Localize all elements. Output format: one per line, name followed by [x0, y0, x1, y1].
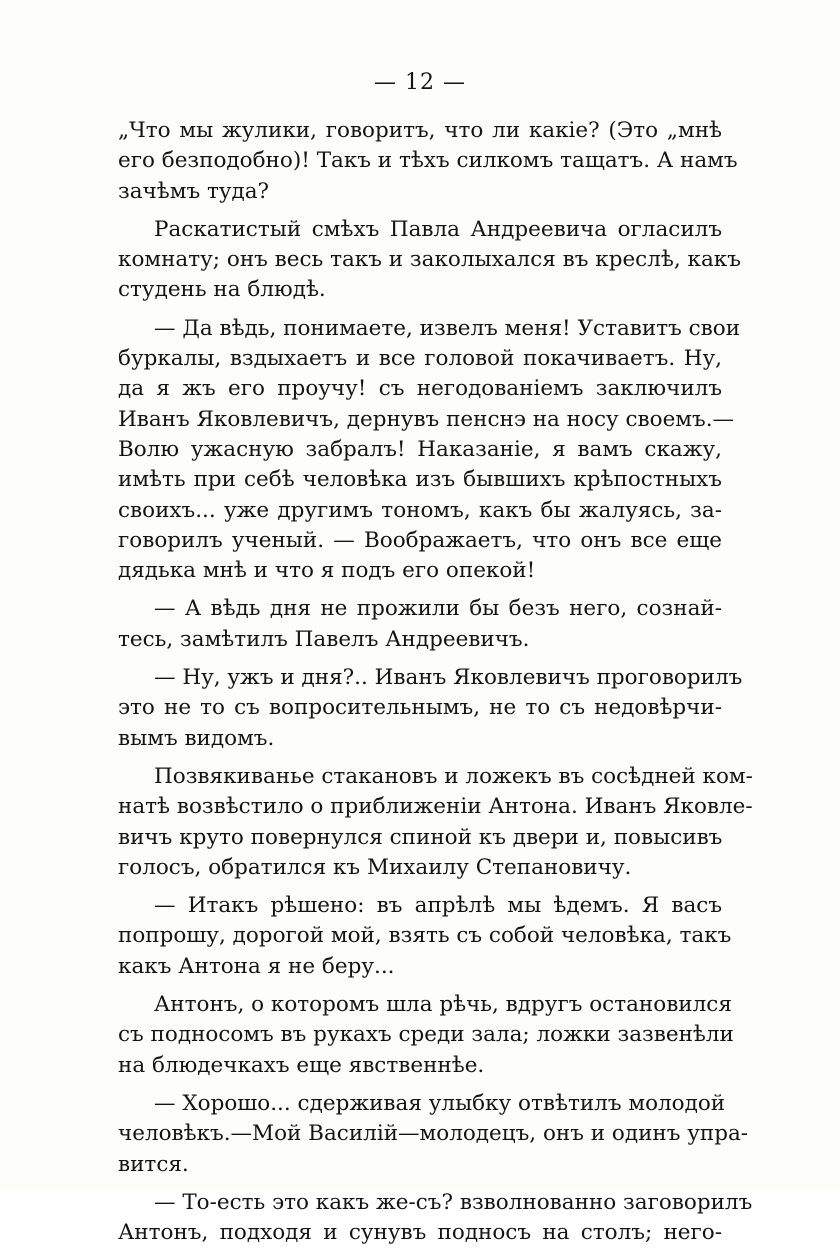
paragraph — [118, 116, 738, 207]
text-line: Волю ужасную забралъ! Наказаніе, я вамъ скажу, — [118, 436, 722, 462]
text-line: буркалы, вздыхаетъ и все головой покачиваетъ. Ну, — [118, 346, 722, 372]
text-line: — Ну, ужъ и дня?.. Иванъ Яковлевичъ проговорилъ — [154, 665, 743, 691]
text-line: говорилъ ученый. — Воображаетъ, что онъ все еще — [118, 527, 722, 553]
text-line: Антонъ, подходя и сунувъ подносъ на столъ; него- — [118, 1220, 722, 1246]
text-line: — Да вѣдь, понимаете, извелъ меня! Уставитъ свои — [154, 315, 741, 341]
text-line: попрошу, дорогой мой, взять съ собой человѣка, такъ — [118, 923, 732, 949]
text-line: — То-есть это какъ же-съ? взволнованно заговорилъ — [154, 1189, 753, 1215]
text-line: „Что мы жулики, говоритъ, что ли какіе? (Это „мнѣ — [118, 118, 722, 143]
paragraph — [118, 762, 753, 883]
paragraph — [118, 1089, 749, 1180]
paragraph — [118, 990, 734, 1081]
text-line: комнату; онъ весь такъ и заколыхался въ креслѣ, какъ — [118, 247, 741, 273]
text-line: тесь, замѣтилъ Павелъ Андреевичъ. — [118, 626, 530, 652]
text-line: вится. — [118, 1151, 189, 1177]
text-line: студень на блюдѣ. — [118, 277, 326, 303]
paragraph — [118, 594, 722, 655]
text-line: имѣть при себѣ человѣка изъ бывшихъ крѣпостныхъ — [118, 467, 722, 493]
text-line: съ подносомъ въ рукахъ среди зала; ложки зазвенѣли — [118, 1022, 734, 1048]
paragraph — [118, 215, 741, 306]
text-line: на блюдечкахъ еще явственнѣе. — [118, 1052, 485, 1078]
text-line: своихъ... уже другимъ тономъ, какъ бы жалуясь, за- — [118, 497, 722, 523]
text-line: вичъ круто повернулся спиной къ двери и, повысивъ — [118, 824, 723, 850]
text-line: — Итакъ рѣшено: въ апрѣлѣ мы ѣдемъ. Я васъ — [154, 893, 722, 919]
page-number: — 12 — — [374, 70, 466, 95]
paragraph — [118, 1188, 753, 1249]
text-line: Антонъ, о которомъ шла рѣчь, вдругъ остановился — [154, 992, 732, 1018]
text-line: зачѣмъ туда? — [118, 178, 270, 204]
text-line: Иванъ Яковлевичъ, дернувъ пенснэ на носу своемъ.— — [118, 406, 735, 432]
text-line: Позвякиванье стакановъ и ложекъ въ сосѣдней ком- — [154, 763, 753, 789]
text-line: человѣкъ.—Мой Василій—молодецъ, онъ и одинъ упра- — [118, 1121, 749, 1147]
text-line: дядька мнѣ и что я подъ его опекой! — [118, 558, 536, 584]
text-line: натѣ возвѣстило о приближеніи Антона. Иванъ Яковле- — [118, 794, 753, 820]
paragraph — [118, 891, 732, 982]
text-line: — А вѣдь дня не прожили бы безъ него, сознай- — [154, 596, 722, 622]
text-line: вымъ видомъ. — [118, 725, 275, 751]
text-line: это не то съ вопросительнымъ, не то съ недовѣрчи- — [118, 695, 722, 721]
body-text — [118, 116, 753, 1256]
text-line: — Хорошо... сдерживая улыбку отвѣтилъ молодой — [154, 1090, 726, 1116]
text-line: Раскатистый смѣхъ Павла Андреевича огласилъ — [154, 216, 722, 242]
text-line: голосъ, обратился къ Михаилу Степановичу. — [118, 854, 632, 880]
paragraph — [118, 314, 741, 587]
text-line: его безподобно)! Такъ и тѣхъ силкомъ тащатъ. А намъ — [118, 148, 738, 174]
paragraph — [118, 663, 743, 754]
text-line: какъ Антона я не беру... — [118, 953, 395, 979]
text-line: да я жъ его проучу! съ негодованіемъ заключилъ — [118, 376, 722, 402]
